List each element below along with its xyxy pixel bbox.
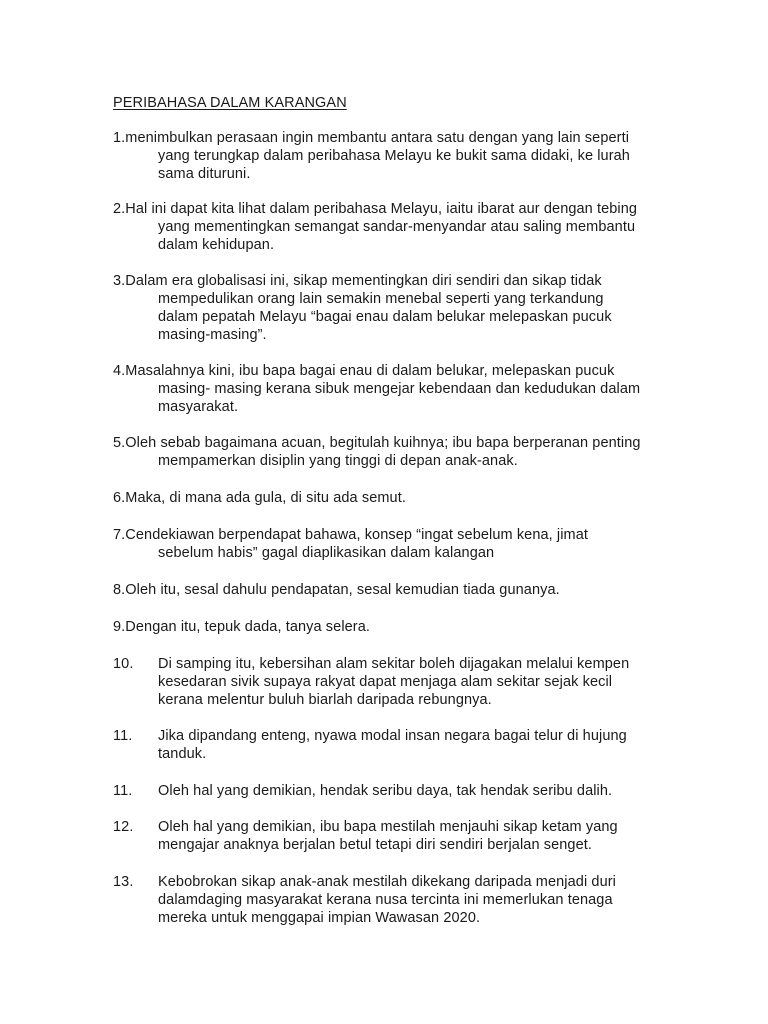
line: 8.Oleh itu, sesal dahulu pendapatan, sesal kemudian tiada gunanya. — [113, 582, 560, 598]
line: masing- masing kerana sibuk mengejar kebendaan dan kedudukan dalam — [158, 381, 641, 397]
list-item-13 — [113, 873, 616, 927]
list-item-12 — [113, 818, 618, 854]
line: tanduk. — [158, 746, 207, 762]
line: kesedaran sivik supaya rakyat dapat menjaga alam sekitar sejak kecil — [158, 674, 613, 690]
line: Jika dipandang enteng, nyawa modal insan negara bagai telur di hujung — [158, 728, 627, 744]
item-number: 11. — [113, 728, 133, 744]
list-item-2 — [113, 200, 637, 254]
line: 5.Oleh sebab bagaimana acuan, begitulah kuihnya; ibu bapa berperanan penting — [113, 435, 641, 451]
line: sama dituruni. — [158, 166, 251, 182]
line: 9.Dengan itu, tepuk dada, tanya selera. — [113, 619, 371, 635]
list-item-11b — [113, 782, 612, 800]
document-title: PERIBAHASA DALAM KARANGAN — [113, 95, 347, 111]
line: 1.menimbulkan perasaan ingin membantu antara satu dengan yang lain seperti — [113, 130, 630, 146]
line: mempedulikan orang lain semakin menebal seperti yang terkandung — [158, 291, 604, 307]
list-item-5 — [113, 434, 641, 470]
line: yang mementingkan semangat sandar-menyandar atau saling membantu — [158, 219, 636, 235]
line: 3.Dalam era globalisasi ini, sikap mementingkan diri sendiri dan sikap tidak — [113, 273, 602, 289]
line: mereka untuk menggapai impian Wawasan 2020. — [158, 910, 481, 926]
line: mengajar anaknya berjalan betul tetapi diri sendiri berjalan senget. — [158, 837, 593, 853]
list-item-3 — [113, 272, 612, 344]
list-item-1 — [113, 129, 630, 183]
line: sebelum habis” gagal diaplikasikan dalam kalangan — [158, 545, 495, 561]
line: 2.Hal ini dapat kita lihat dalam peribahasa Melayu, iaitu ibarat aur dengan tebing — [113, 201, 638, 217]
list-item-11a — [113, 727, 627, 763]
line: 4.Masalahnya kini, ibu bapa bagai enau di dalam belukar, melepaskan pucuk — [113, 363, 615, 379]
line: Oleh hal yang demikian, ibu bapa mestilah menjauhi sikap ketam yang — [158, 819, 618, 835]
line: masyarakat. — [158, 399, 239, 415]
item-number: 10. — [113, 656, 134, 672]
line: mempamerkan disiplin yang tinggi di depan anak-anak. — [158, 453, 518, 469]
line: Kebobrokan sikap anak-anak mestilah dikekang daripada menjadi duri — [158, 874, 616, 890]
line: dalamdaging masyarakat kerana nusa tercinta ini memerlukan tenaga — [158, 892, 613, 908]
list-item-8 — [113, 581, 560, 599]
list-item-9 — [113, 618, 370, 636]
line: masing-masing”. — [158, 327, 267, 343]
line: dalam kehidupan. — [158, 237, 275, 253]
list-item-10 — [113, 655, 629, 709]
item-number: 12. — [113, 819, 134, 835]
list-item-4 — [113, 362, 640, 416]
item-number: 13. — [113, 874, 134, 890]
item-number: 11. — [113, 783, 133, 799]
line: Oleh hal yang demikian, hendak seribu daya, tak hendak seribu dalih. — [158, 783, 613, 799]
line: yang terungkap dalam peribahasa Melayu ke bukit sama didaki, ke lurah — [158, 148, 630, 164]
line: 7.Cendekiawan berpendapat bahawa, konsep “ingat sebelum kena, jimat — [113, 527, 589, 543]
line: Di samping itu, kebersihan alam sekitar boleh dijagakan melalui kempen — [158, 656, 630, 672]
list-item-6 — [113, 489, 406, 507]
line: 6.Maka, di mana ada gula, di situ ada semut. — [113, 490, 406, 506]
line: dalam pepatah Melayu “bagai enau dalam belukar melepaskan pucuk — [158, 309, 612, 325]
list-item-7 — [113, 526, 588, 562]
line: kerana melentur buluh biarlah daripada rebungnya. — [158, 692, 492, 708]
